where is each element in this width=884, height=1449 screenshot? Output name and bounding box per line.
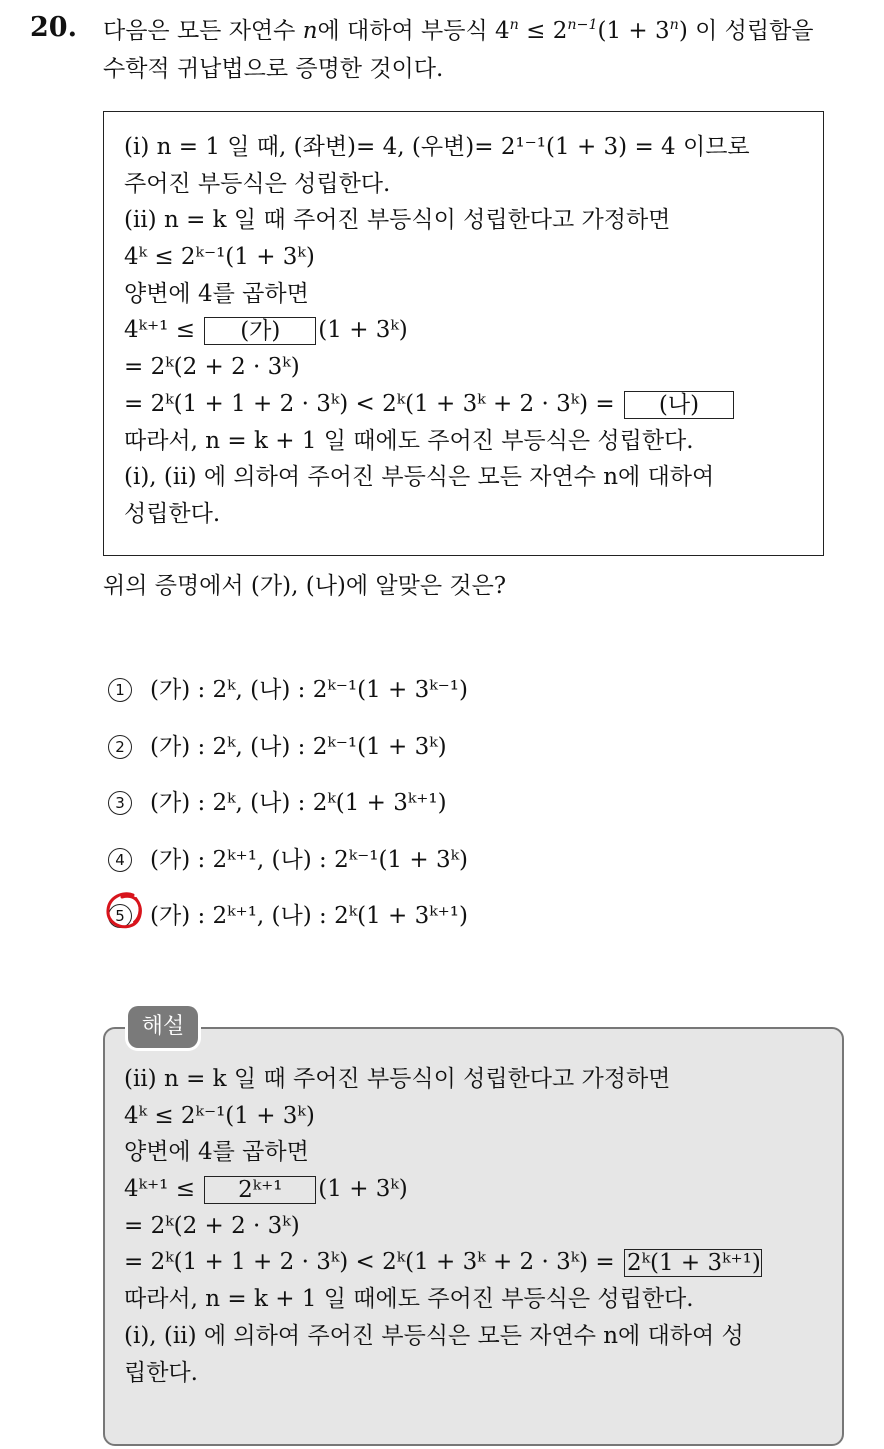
solution-line: 립한다. (124, 1359, 198, 1386)
solution-line: (ii) n = k 일 때 주어진 부등식이 성립한다고 가정하면 (124, 1066, 671, 1092)
choice-text: (가) : 2ᵏ, (나) : 2ᵏ⁻¹(1 + 3ᵏ) (150, 733, 447, 760)
proof-line: 따라서, n = k + 1 일 때에도 주어진 부등식은 성립한다. (124, 427, 694, 454)
solution-blank-b-box: 2ᵏ(1 + 3ᵏ⁺¹) (624, 1249, 762, 1277)
proof-line-blank-b: = 2ᵏ(1 + 1 + 2 · 3ᵏ) < 2ᵏ(1 + 3ᵏ + 2 · 3ᵏ) = (나) (124, 386, 750, 423)
proof-line: 양변에 4를 곱하면 (124, 280, 309, 307)
proof-line: = 2ᵏ(2 + 2 · 3ᵏ) (124, 354, 300, 381)
choice-number: 3 (108, 791, 132, 815)
blank-a-box: (가) (204, 317, 316, 345)
choice-text: (가) : 2ᵏ, (나) : 2ᵏ(1 + 3ᵏ⁺¹) (150, 790, 447, 817)
choice-text: (가) : 2ᵏ, (나) : 2ᵏ⁻¹(1 + 3ᵏ⁻¹) (150, 677, 468, 704)
proof-lines (124, 129, 750, 533)
solution-line-blank-a: 4ᵏ⁺¹ ≤ 2ᵏ⁺¹ (1 + 3ᵏ) (124, 1176, 408, 1204)
choice-text: (가) : 2ᵏ⁺¹, (나) : 2ᵏ(1 + 3ᵏ⁺¹) (150, 903, 468, 930)
question-line-1: 다음은 모든 자연수 n에 대하여 부등식 $4^n \le 2^{n-1}(1 + 3^n)$ 이 성립함을 (103, 17, 814, 44)
proof-line: 성립한다. (124, 500, 221, 527)
question-number: 20. (30, 12, 77, 43)
solution-tag: 해설 (128, 1006, 198, 1048)
choice-2[interactable] (108, 719, 468, 776)
answer-choices (108, 662, 468, 945)
choice-5[interactable] (108, 888, 468, 945)
solution-line: 양변에 4를 곱하면 (124, 1139, 309, 1166)
solution-line: 따라서, n = k + 1 일 때에도 주어진 부등식은 성립한다. (124, 1286, 694, 1313)
solution-line: = 2ᵏ(2 + 2 · 3ᵏ) (124, 1212, 300, 1239)
proof-line: 4ᵏ ≤ 2ᵏ⁻¹(1 + 3ᵏ) (124, 244, 315, 271)
choice-3[interactable] (108, 775, 468, 832)
question-prompt: 위의 증명에서 (가), (나)에 알맞은 것은? (103, 573, 507, 599)
solution-line-blank-b: = 2ᵏ(1 + 1 + 2 · 3ᵏ) < 2ᵏ(1 + 3ᵏ + 2 · 3ᵏ) = 2ᵏ(1 + 3ᵏ⁺¹) (124, 1249, 761, 1277)
choice-number: 2 (108, 735, 132, 759)
question-text (103, 12, 873, 88)
choice-text: (가) : 2ᵏ⁺¹, (나) : 2ᵏ⁻¹(1 + 3ᵏ) (150, 846, 468, 873)
solution-line: 4ᵏ ≤ 2ᵏ⁻¹(1 + 3ᵏ) (124, 1102, 315, 1129)
choice-number: 4 (108, 848, 132, 872)
choice-number: 5 (108, 904, 132, 928)
proof-line-blank-a: 4ᵏ⁺¹ ≤ (가) (1 + 3ᵏ) (124, 317, 408, 345)
answer-circle-mark (103, 889, 145, 931)
choice-1[interactable] (108, 662, 468, 719)
blank-b-box: (나) (624, 391, 734, 419)
question-line-2: 수학적 귀납법으로 증명한 것이다. (103, 56, 444, 82)
proof-line: (i) n = 1 일 때, (좌변)= 4, (우변)= 2¹⁻¹(1 + 3) = 4 이므로 (124, 134, 750, 160)
solution-blank-a-box: 2ᵏ⁺¹ (204, 1176, 316, 1204)
proof-line: (ii) n = k 일 때 주어진 부등식이 성립한다고 가정하면 (124, 207, 671, 234)
choice-number: 1 (108, 678, 132, 702)
solution-line: (i), (ii) 에 의하여 주어진 부등식은 모든 자연수 n에 대하여 성 (124, 1322, 744, 1349)
choice-4[interactable] (108, 832, 468, 889)
proof-line: 주어진 부등식은 성립한다. (124, 170, 391, 197)
proof-line: (i), (ii) 에 의하여 주어진 부등식은 모든 자연수 n에 대하여 (124, 464, 715, 491)
solution-lines (124, 1061, 764, 1391)
